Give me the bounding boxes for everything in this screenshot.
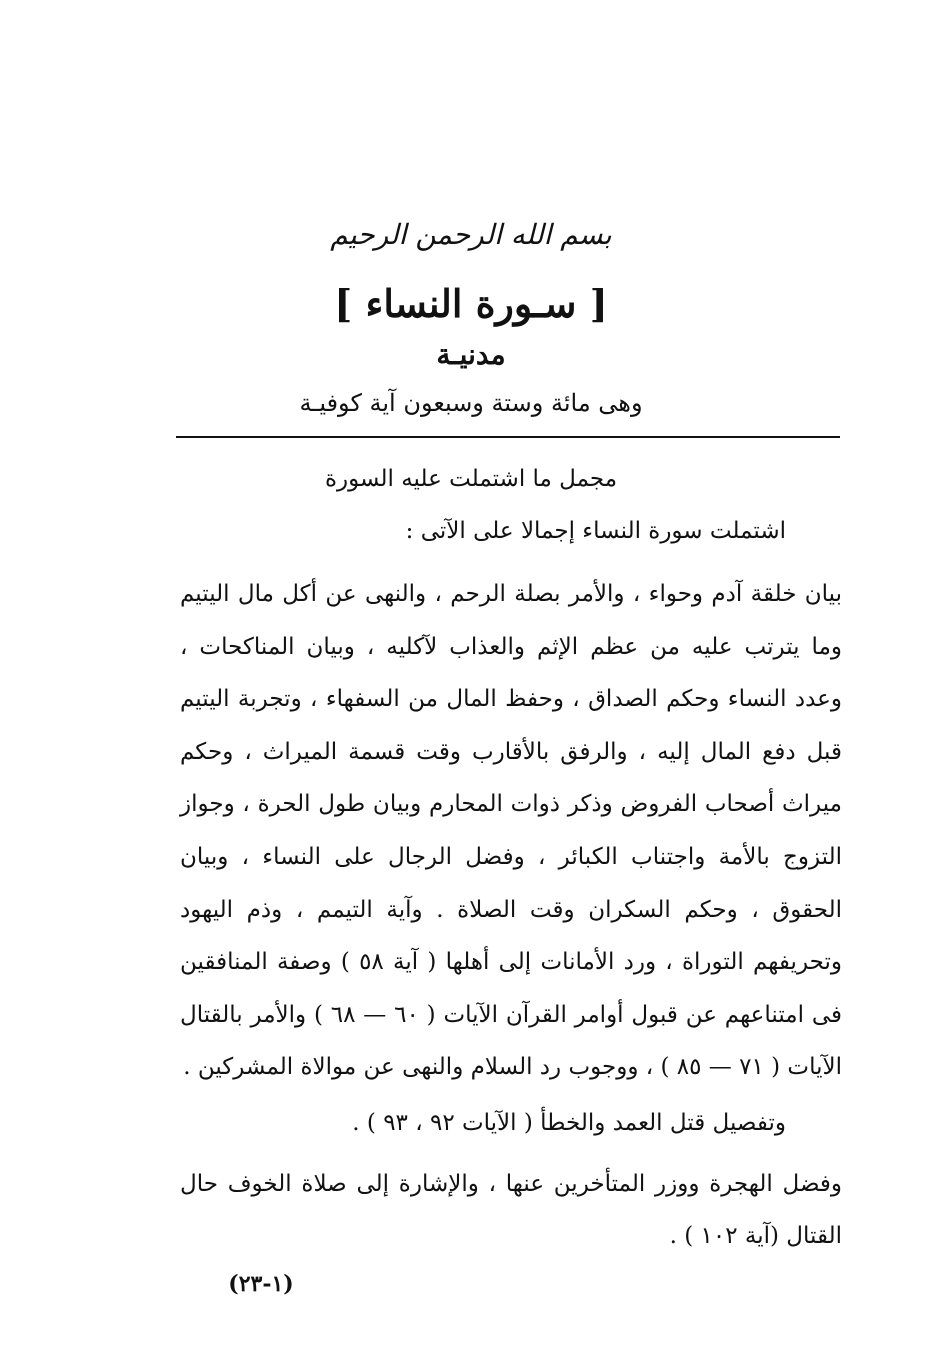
surah-title: [ سـورة النساء ] [334, 281, 608, 326]
verse-count-line: وهى مائة وستة وسبعون آية كوفيـة [299, 389, 643, 417]
summary-intro: اشتملت سورة النساء إجمالا على الآتى : [405, 518, 786, 544]
summary-heading: مجمل ما اشتملت عليه السورة [324, 466, 618, 492]
printer-signature: (١-٢٣) [228, 1271, 294, 1297]
summary-paragraph-3: وفضل الهجرة ووزر المتأخرين عنها ، والإشارة إلى صلاة الخوف حال القتال (آية ١٠٢ ) . [180, 1171, 842, 1249]
basmala: بسم الله الرحمن الرحيم [330, 218, 612, 251]
summary-paragraph-1: بيان خلقة آدم وحواء ، والأمر بصلة الرحم ، والنهى عن أكل مال اليتيم وما يترتب عليه من عظم الإثم والعذاب لآكليه ، وبيان المناكحات ، وعدد النساء وحكم الصداق ، وحفظ المال من السفهاء ، وتجربة اليتيم قبل دفع المال إليه ، والرفق بالأقارب وقت قسمة الميراث ، وحكم ميراث أصحاب الفروض وذكر ذوات المحارم وبيان طول الحرة ، وجواز التزوج بالأمة واجتناب الكبائر ، وفضل الرجال على النساء ، وبيان الحقوق ، وحكم السكران وقت الصلاة . وآية التيمم ، وذم اليهود وتحريفهم التوراة ، ورد الأمانات إلى أهلها ( آية ٥٨ ) وصفة المنافقين فى امتناعهم عن قبول أوامر القرآن الآيات ( ٦٠ — ٦٨ ) والأمر بالقتال الآيات ( ٧١ — ٨٥ ) ، ووجوب رد السلام والنهى عن موالاة المشركين . [180, 581, 842, 1081]
summary-paragraph-2: وتفصيل قتل العمد والخطأ ( الآيات ٩٢ ، ٩٣ ) . [352, 1110, 786, 1136]
surah-type: مدنيـة [436, 338, 506, 371]
header-divider [176, 436, 840, 438]
